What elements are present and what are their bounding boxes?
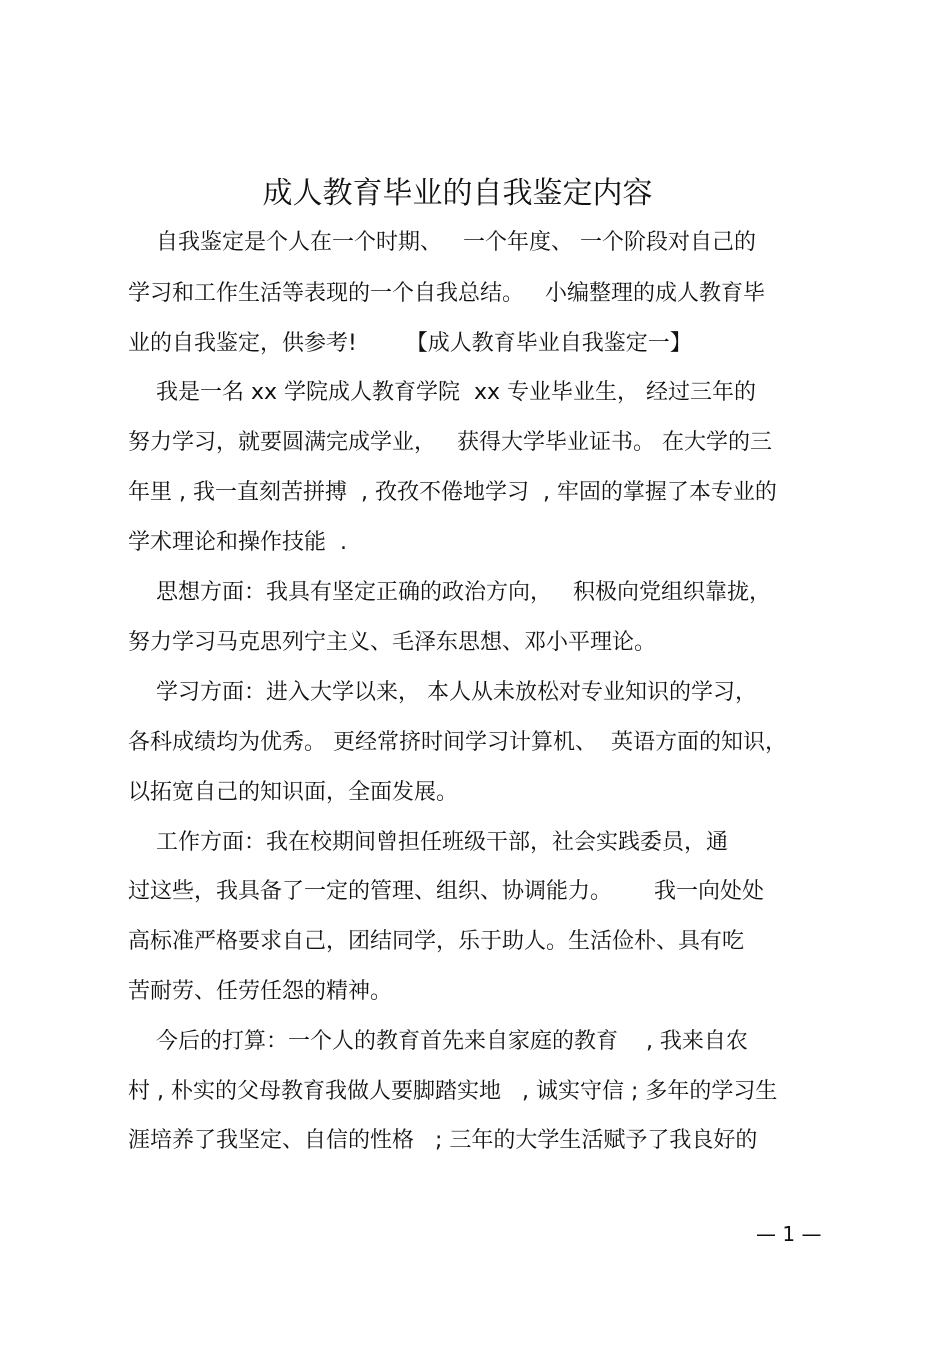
text-line: 今后的打算：一个人的教育首先来自家庭的教育 , 我来自农: [128, 1029, 748, 1054]
text-line: 我是一名 xx 学院成人教育学院 xx 专业毕业生， 经过三年的: [128, 380, 757, 405]
text-line: 努力学习，就要圆满完成学业， 获得大学毕业证书。 在大学的三: [128, 430, 772, 455]
text-line: 各科成绩均为优秀。 更经常挤时间学习计算机、 英语方面的知识，: [128, 730, 787, 755]
text-line: 涯培养了我坚定、自信的性格 ; 三年的大学生活赋予了我良好的: [128, 1128, 758, 1153]
text-line: 工作方面：我在校期间曾担任班级干部，社会实践委员，通: [128, 830, 728, 855]
text-line: 年里 , 我一直刻苦拼搏 , 孜孜不倦地学习 , 牢固的掌握了本专业的: [128, 480, 777, 505]
text-line: 村 , 朴实的父母教育我做人要脚踏实地 , 诚实守信 ; 多年的学习生: [128, 1079, 778, 1104]
page-number: — 1 —: [756, 1222, 822, 1246]
text-line: 思想方面：我具有坚定正确的政治方向， 积极向党组织靠拢，: [128, 580, 771, 605]
document-title: 成人教育毕业的自我鉴定内容: [262, 176, 653, 211]
text-line: 高标准严格要求自己，团结同学，乐于助人。生活俭朴、具有吃: [128, 929, 745, 954]
text-line: 努力学习马克思列宁主义、毛泽东思想、邓小平理论。: [128, 630, 657, 655]
text-line: 以拓宽自己的知识面，全面发展。: [128, 780, 459, 805]
text-line: 自我鉴定是个人在一个时期、 一个年度、 一个阶段对自己的: [128, 230, 756, 255]
text-line: 学习方面：进入大学以来， 本人从未放松对专业知识的学习，: [128, 680, 757, 705]
text-line: 学习和工作生活等表现的一个自我总结。 小编整理的成人教育毕: [128, 281, 765, 306]
text-line: 学术理论和操作技能 .: [128, 530, 347, 555]
text-line: 苦耐劳、任劳任怨的精神。: [128, 979, 393, 1004]
text-line: 过这些，我具备了一定的管理、组织、协调能力。 我一向处处: [128, 879, 764, 904]
text-line: 业的自我鉴定，供参考! 【成人教育毕业自我鉴定一】: [128, 331, 692, 356]
